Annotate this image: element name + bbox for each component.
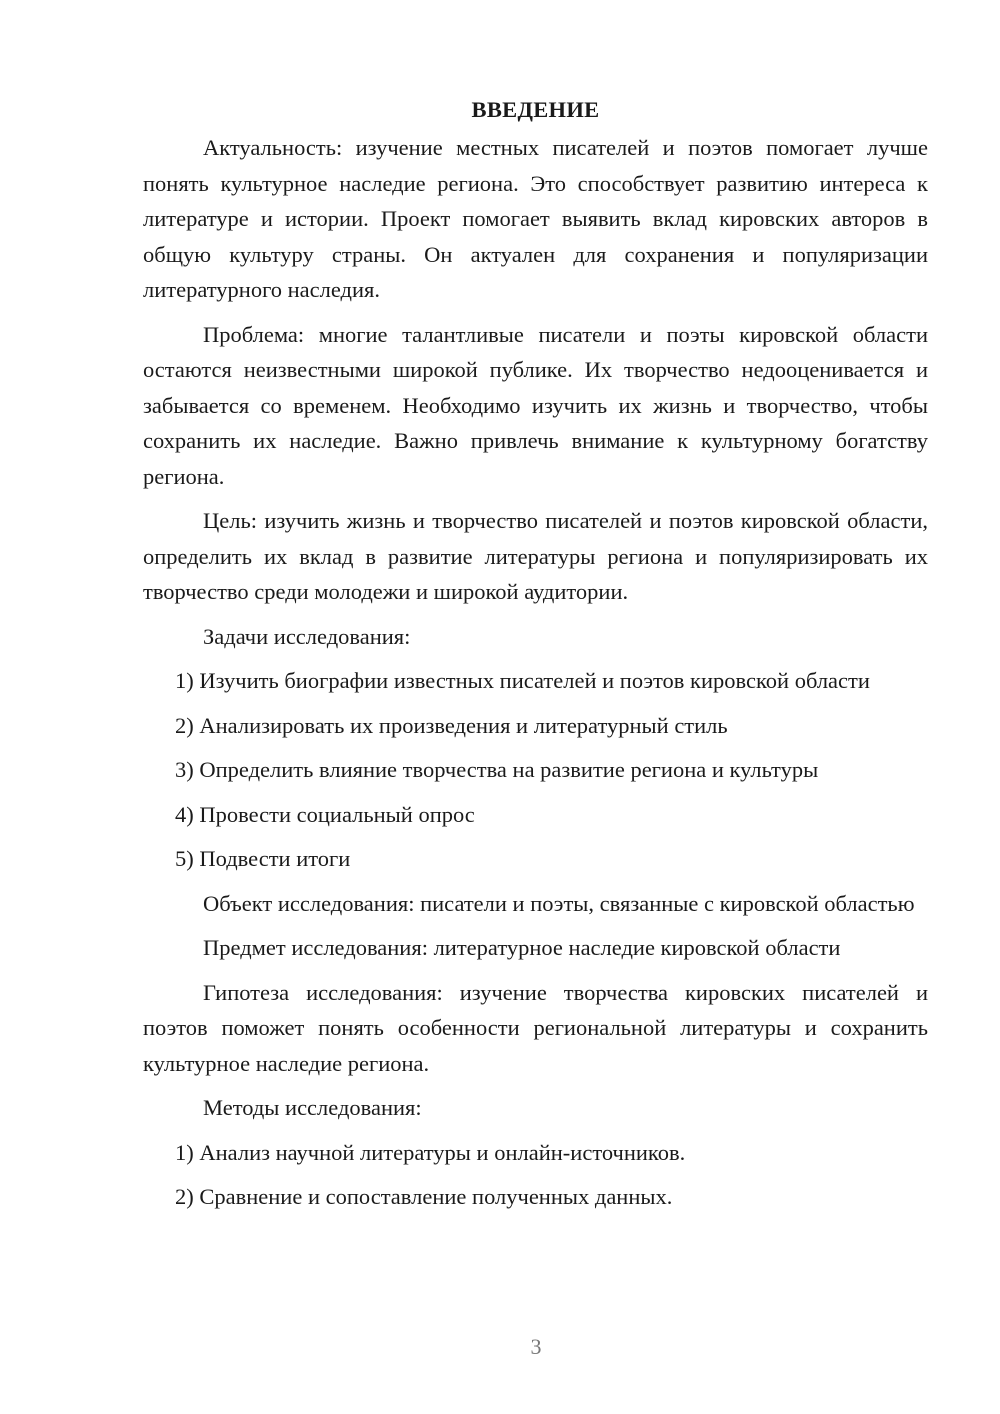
task-item-1: 1) Изучить биографии известных писателей и поэтов кировской области <box>175 668 870 693</box>
method-item-2: 2) Сравнение и сопоставление полученных данных. <box>175 1184 673 1209</box>
method-item-1: 1) Анализ научной литературы и онлайн-источников. <box>175 1139 686 1165</box>
page-number: 3 <box>530 1334 542 1359</box>
task-item-2: 2) Анализировать их произведения и литературный стиль <box>175 712 728 738</box>
relevance-paragraph: Актуальность: изучение местных писателей и поэтов помогает лучше понять культурное наследие региона. Это способствует развитию интереса к литературе и истории. Проект помогает выявить вклад кировских авторов в общую культуру страны. Он актуален для сохранения и популяризации литературного наследия. <box>143 135 928 302</box>
methods-heading: Методы исследования: <box>203 1095 422 1120</box>
object-paragraph: Объект исследования: писатели и поэты, связанные с кировской областью <box>203 890 915 916</box>
goal-paragraph: Цель: изучить жизнь и творчество писателей и поэтов кировской области, определить их вклад в развитие литературы региона и популяризировать их творчество среди молодежи и широкой аудитории. <box>143 508 928 604</box>
task-item-3: 3) Определить влияние творчества на развитие региона и культуры <box>175 757 819 782</box>
task-item-5: 5) Подвести итоги <box>175 846 351 871</box>
page-content <box>143 92 928 1224</box>
section-title: ВВЕДЕНИЕ <box>471 97 600 122</box>
task-item-4: 4) Провести социальный опрос <box>175 801 475 827</box>
problem-paragraph: Проблема: многие талантливые писатели и поэты кировской области остаются неизвестными широкой публике. Их творчество недооценивается и забывается со временем. Необходимо изучить их жизнь и творчество, чтобы сохранить их наследие. Важно привлечь внимание к культурному богатству региона. <box>143 321 928 489</box>
hypothesis-paragraph: Гипотеза исследования: изучение творчества кировских писателей и поэтов поможет понять особенности региональной литературы и сохранить культурное наследие региона. <box>143 979 928 1076</box>
tasks-heading: Задачи исследования: <box>203 623 411 649</box>
subject-paragraph: Предмет исследования: литературное наследие кировской области <box>203 935 841 960</box>
